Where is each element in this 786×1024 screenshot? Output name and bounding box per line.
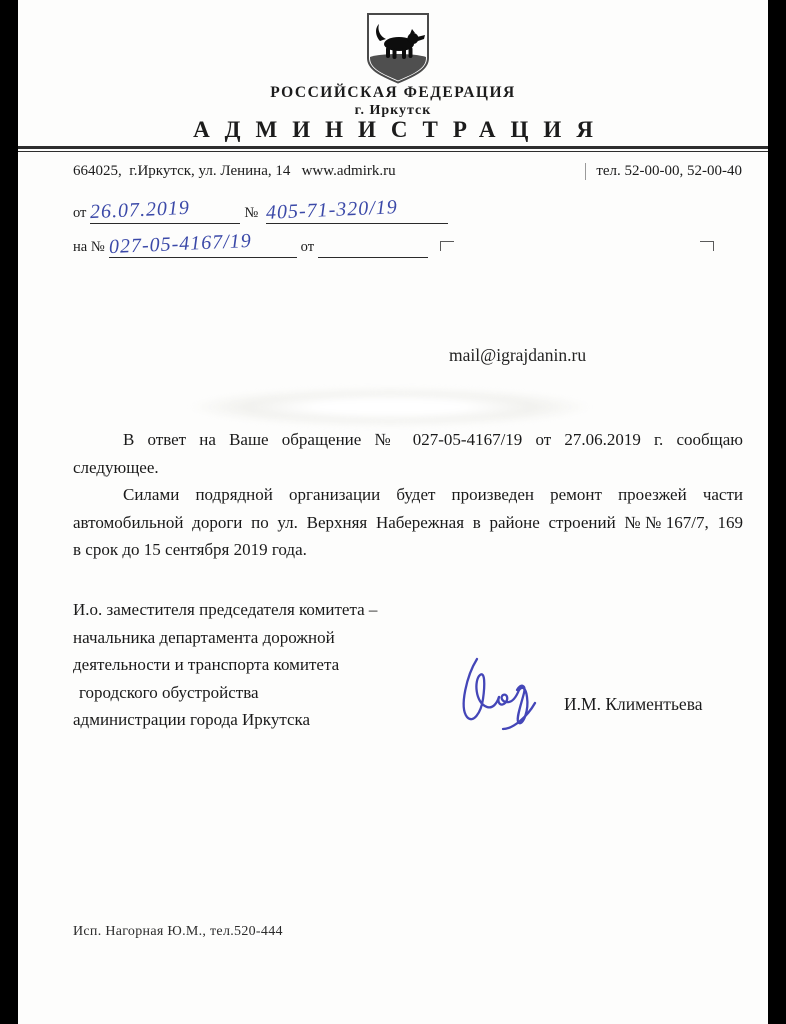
signer-position-line: деятельности и транспорта комитета (73, 655, 340, 674)
outgoing-date-label: от (73, 205, 87, 221)
letterhead-address: 664025, г.Иркутск, ул. Ленина, 14 www.admirk.ru (73, 163, 396, 179)
letterhead-organization: АДМИНИСТРАЦИЯ (193, 117, 608, 142)
outgoing-date-field (90, 197, 240, 224)
addressee-corner-mark-left (440, 241, 454, 251)
signer-name: И.М. Климентьева (564, 694, 703, 714)
body-paragraph2-line2: автомобильной дороги по ул. Верхняя Набережная в районе строений №№167/7, 169 (73, 512, 743, 532)
scanner-border-right (768, 0, 786, 1024)
outgoing-number-handwritten: 405-71-320/19 (265, 196, 399, 224)
signer-position-line: городского обустройства (79, 682, 259, 702)
handwritten-signature (447, 645, 547, 737)
letterhead-phones: тел. 52-00-00, 52-00-40 (585, 163, 742, 180)
letterhead-city: г. Иркутск (354, 103, 432, 118)
incoming-number-label: на № (73, 239, 105, 255)
incoming-reference-line (73, 231, 432, 258)
redaction-smudge (190, 388, 590, 426)
signer-position-block (73, 596, 443, 734)
outgoing-number-label: № (244, 205, 259, 221)
incoming-number-field (109, 231, 297, 258)
addressee-email: mail@igrajdanin.ru (449, 345, 587, 365)
outgoing-date-handwritten: 26.07.2019 (89, 196, 191, 224)
signer-position-line: И.о. заместителя председателя комитета – (73, 600, 378, 619)
outgoing-reference-line (73, 197, 452, 224)
letterhead-country: РОССИЙСКАЯ ФЕДЕРАЦИЯ (270, 84, 516, 101)
irkutsk-coat-of-arms-icon (364, 11, 432, 85)
body-paragraph1-line1: В ответ на Ваше обращение № 027-05-4167/19 от 27.06.2019 г. сообщаю (123, 430, 743, 449)
addressee-corner-mark-right (700, 241, 714, 251)
incoming-number-handwritten: 027-05-4167/19 (108, 229, 252, 259)
signer-position-line: начальника департамента дорожной (73, 627, 335, 647)
incoming-date-label: от (300, 239, 315, 255)
letterhead-divider (18, 146, 768, 152)
executor-note: Исп. Нагорная Ю.М., тел.520-444 (73, 924, 283, 939)
letterhead-contacts (73, 163, 742, 180)
body-paragraph1-line2: следующее. (73, 457, 159, 477)
incoming-date-field (318, 231, 428, 258)
outgoing-number-field (266, 197, 448, 224)
body-paragraph2-line3: в срок до 15 сентября 2019 года. (73, 540, 307, 559)
letter-body (73, 426, 743, 564)
body-paragraph2-line1: Силами подрядной организации будет произведен ремонт проезжей части (123, 485, 743, 504)
scanner-border-left (0, 0, 18, 1024)
signer-position-line: администрации города Иркутска (73, 710, 311, 729)
